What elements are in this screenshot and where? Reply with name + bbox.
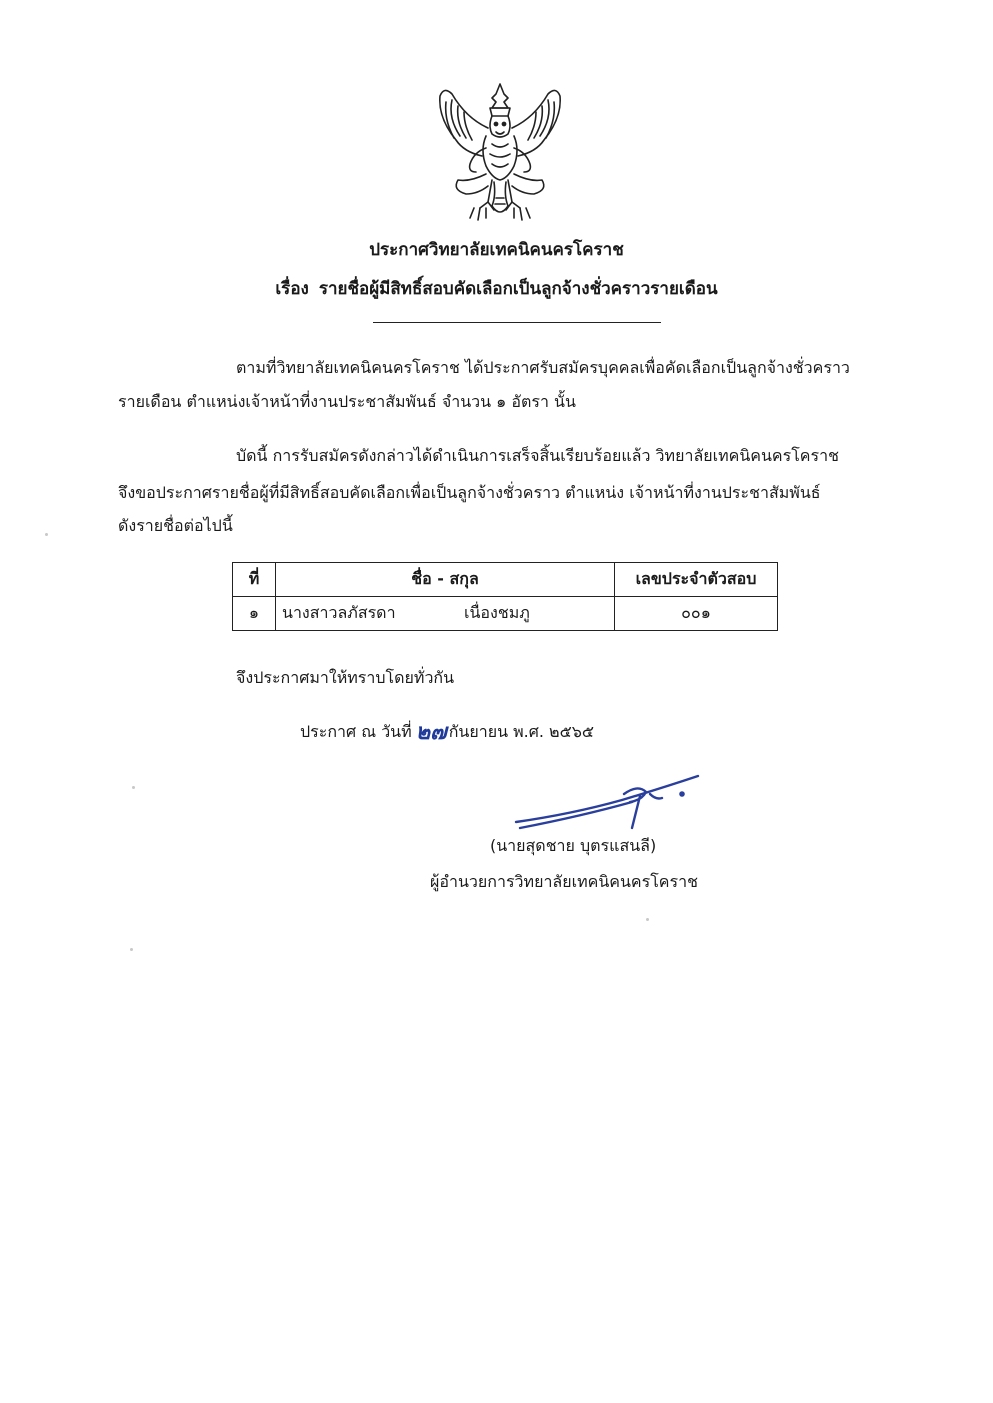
row-last-name: เนื่องชมภู [464, 603, 530, 622]
date-prefix: ประกาศ ณ วันที่ [300, 722, 412, 741]
scan-speck [646, 918, 649, 921]
title-divider [373, 322, 661, 323]
candidate-table [232, 562, 778, 631]
table-row [233, 597, 778, 631]
subject-label: เรื่อง [275, 279, 309, 299]
row-name [276, 597, 615, 631]
date-month-year: กันยายน พ.ศ. ๒๕๖๕ [448, 722, 594, 741]
row-no: ๑ [233, 597, 276, 631]
paragraph-1-line-2: รายเดือน ตำแหน่งเจ้าหน้าที่งานประชาสัมพันธ์ จำนวน ๑ อัตรา นั้น [118, 392, 576, 411]
paragraph-2-line-3: ดังรายชื่อต่อไปนี้ [118, 516, 233, 535]
scan-speck [132, 786, 135, 789]
announcement-date [300, 719, 594, 745]
paragraph-2-line-1: บัดนี้ การรับสมัครดังกล่าวได้ดำเนินการเสร็จสิ้นเรียบร้อยแล้ว วิทยาลัยเทคนิคนครโคราช [236, 446, 839, 465]
date-day-handwritten: ๒๗ [415, 719, 447, 745]
paragraph-2-line-2: จึงขอประกาศรายชื่อผู้ที่มีสิทธิ์สอบคัดเลือกเพื่อเป็นลูกจ้างชั่วคราว ตำแหน่ง เจ้าหน้าที่งานประชาสัมพันธ์ [118, 483, 821, 502]
scan-speck [45, 533, 48, 536]
document-subject [0, 275, 993, 302]
header-no: ที่ [233, 563, 276, 597]
signer-name: (นายสุดชาย บุตรแสนลี) [490, 836, 657, 855]
subject-text: รายชื่อผู้มีสิทธิ์สอบคัดเลือกเป็นลูกจ้างชั่วคราวรายเดือน [318, 279, 718, 299]
handwritten-signature-icon [512, 770, 702, 838]
row-first-name: นางสาวลภัสรดา [282, 603, 396, 622]
row-exam-id: ๐๐๑ [615, 597, 778, 631]
header-name: ชื่อ - สกุล [276, 563, 615, 597]
header-exam-id: เลขประจำตัวสอบ [615, 563, 778, 597]
closing-statement: จึงประกาศมาให้ทราบโดยทั่วกัน [236, 668, 455, 687]
paragraph-1-line-1: ตามที่วิทยาลัยเทคนิคนครโคราช ได้ประกาศรับสมัครบุคคลเพื่อคัดเลือกเป็นลูกจ้างชั่วคราว [236, 358, 850, 377]
signer-title: ผู้อำนวยการวิทยาลัยเทคนิคนครโคราช [430, 872, 698, 891]
scan-speck [130, 948, 133, 951]
document-title: ประกาศวิทยาลัยเทคนิคนครโคราช [369, 240, 624, 260]
garuda-emblem-icon [430, 78, 570, 228]
table-header-row [233, 563, 778, 597]
